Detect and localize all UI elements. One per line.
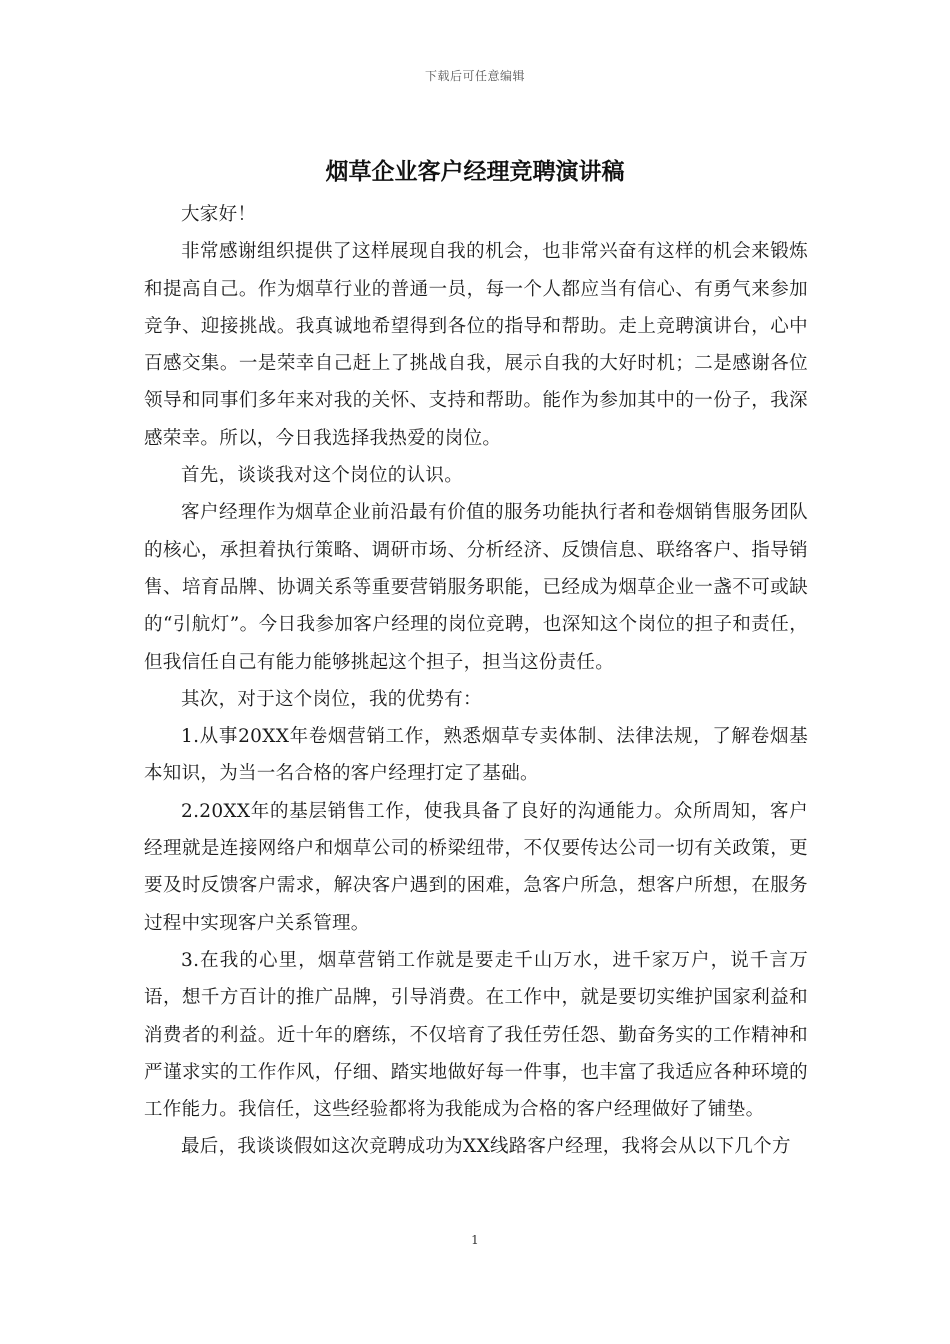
paragraph-advantage-3: 3.在我的心里，烟草营销工作就是要走千山万水，进千家万户，说千言万语，想千方百计的推广品牌，引导消费。在工作中，就是要切实维护国家利益和消费者的利益。近十年的磨练，不仅培育了我任劳任怨、勤奋务实的工作精神和严谨求实的工作作风，仔细、踏实地做好每一件事，也丰富了我适应各种环境的工作能力。我信任，这些经验都将为我能成为合格的客户经理做好了铺垫。 [144,949,808,1121]
paragraph-first-heading: 首先，谈谈我对这个岗位的认识。 [181,465,464,487]
paragraph-advantage-2: 2.20XX年的基层销售工作，使我具备了良好的沟通能力。众所周知，客户经理就是连接网络户和烟草公司的桥梁纽带，不仅要传达公司一切有关政策，更要及时反馈客户需求，解决客户遇到的困难，急客户所急，想客户所想，在服务过程中实现客户关系管理。 [144,800,808,934]
document-title: 烟草企业客户经理竞聘演讲稿 [325,159,625,185]
paragraph-greeting: 大家好！ [181,204,257,225]
paragraph-advantage-1: 1.从事20XX年卷烟营销工作，熟悉烟草专卖体制、法律法规，了解卷烟基本知识，为当一名合格的客户经理打定了基础。 [144,726,808,785]
page-header-note: 下载后可任意编辑 [424,69,525,83]
page-number: 1 [471,1233,479,1247]
document-body [144,196,808,1166]
paragraph-intro: 非常感谢组织提供了这样展现自我的机会，也非常兴奋有这样的机会来锻炼和提高自己。作为烟草行业的普通一员，每一个人都应当有信心、有勇气来参加竞争、迎接挑战。我真诚地希望得到各位的指导和帮助。走上竞聘演讲台，心中百感交集。一是荣幸自己赶上了挑战自我，展示自我的大好时机；二是感谢各位领导和同事们多年来对我的关怀、支持和帮助。能作为参加其中的一份子，我深感荣幸。所以，今日我选择我热爱的岗位。 [144,241,808,449]
paragraph-role-understanding: 客户经理作为烟草企业前沿最有价值的服务功能执行者和卷烟销售服务团队的核心，承担着执行策略、调研市场、分析经济、反馈信息、联络客户、指导销售、培育品牌、协调关系等重要营销服务职能，已经成为烟草企业一盏不可或缺的“引航灯”。今日我参加客户经理的岗位竞聘，也深知这个岗位的担子和责任，但我信任自己有能力能够挑起这个担子，担当这份责任。 [144,502,808,673]
paragraph-final: 最后，我谈谈假如这次竞聘成功为XX线路客户经理，我将会从以下几个方 [181,1136,791,1158]
paragraph-second-heading: 其次，对于这个岗位，我的优势有： [181,688,482,710]
